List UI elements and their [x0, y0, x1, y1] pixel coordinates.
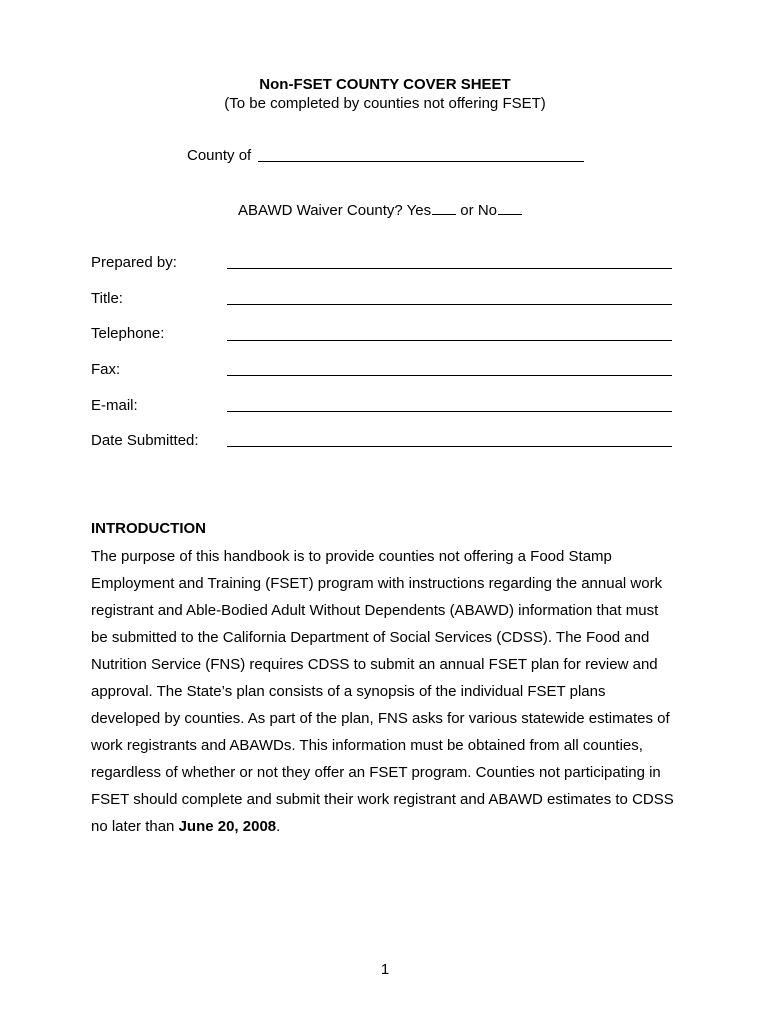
intro-line: registrant and Able-Bodied Adult Without Dependents (ABAWD) information that must	[91, 602, 659, 619]
title-label: Title:	[91, 290, 123, 307]
intro-line: approval. The State’s plan consists of a synopsis of the individual FSET plans	[91, 683, 606, 700]
telephone-label: Telephone:	[91, 325, 165, 342]
introduction-paragraph	[91, 543, 691, 840]
document-title: Non-FSET COUNTY COVER SHEET	[259, 76, 511, 93]
intro-line: work registrants and ABAWDs. This information must be obtained from all counties,	[91, 737, 643, 754]
email-label: E-mail:	[91, 397, 138, 414]
title-field-line[interactable]	[227, 304, 672, 305]
page-number: 1	[380, 961, 390, 978]
deadline-date: June 20, 2008	[178, 818, 277, 835]
intro-line: developed by counties. As part of the plan, FNS asks for various statewide estimates of	[91, 710, 670, 727]
intro-line: Nutrition Service (FNS) requires CDSS to submit an annual FSET plan for review and	[91, 656, 658, 673]
fax-field-line[interactable]	[227, 375, 672, 376]
date-submitted-field-line[interactable]	[227, 446, 672, 447]
introduction-heading: INTRODUCTION	[91, 520, 206, 537]
date-submitted-label: Date Submitted:	[91, 432, 199, 449]
intro-line: be submitted to the California Department of Social Services (CDSS). The Food and	[91, 629, 650, 646]
county-label: County of	[187, 147, 252, 164]
document-subtitle: (To be completed by counties not offering FSET)	[224, 95, 546, 112]
intro-line: Employment and Training (FSET) program with instructions regarding the annual work	[91, 575, 663, 592]
prepared-by-field-line[interactable]	[227, 268, 672, 269]
fax-label: Fax:	[91, 361, 121, 378]
abawd-yes-blank[interactable]	[432, 201, 456, 215]
intro-line: FSET should complete and submit their work registrant and ABAWD estimates to CDSS	[91, 791, 674, 808]
prepared-by-label: Prepared by:	[91, 254, 177, 271]
abawd-or-no-text: or No	[456, 202, 497, 219]
email-field-line[interactable]	[227, 411, 672, 412]
telephone-field-line[interactable]	[227, 340, 672, 341]
abawd-question-text: ABAWD Waiver County? Yes	[238, 202, 432, 219]
abawd-no-blank[interactable]	[498, 201, 522, 215]
intro-last-line-suffix: .	[276, 818, 281, 835]
abawd-waiver-question	[238, 201, 522, 219]
intro-last-line	[91, 813, 691, 840]
intro-last-line-prefix: no later than	[91, 818, 179, 835]
county-field-line[interactable]	[258, 161, 584, 162]
intro-line: regardless of whether or not they offer an FSET program. Counties not participating in	[91, 764, 661, 781]
intro-line: The purpose of this handbook is to provide counties not offering a Food Stamp	[91, 548, 612, 565]
